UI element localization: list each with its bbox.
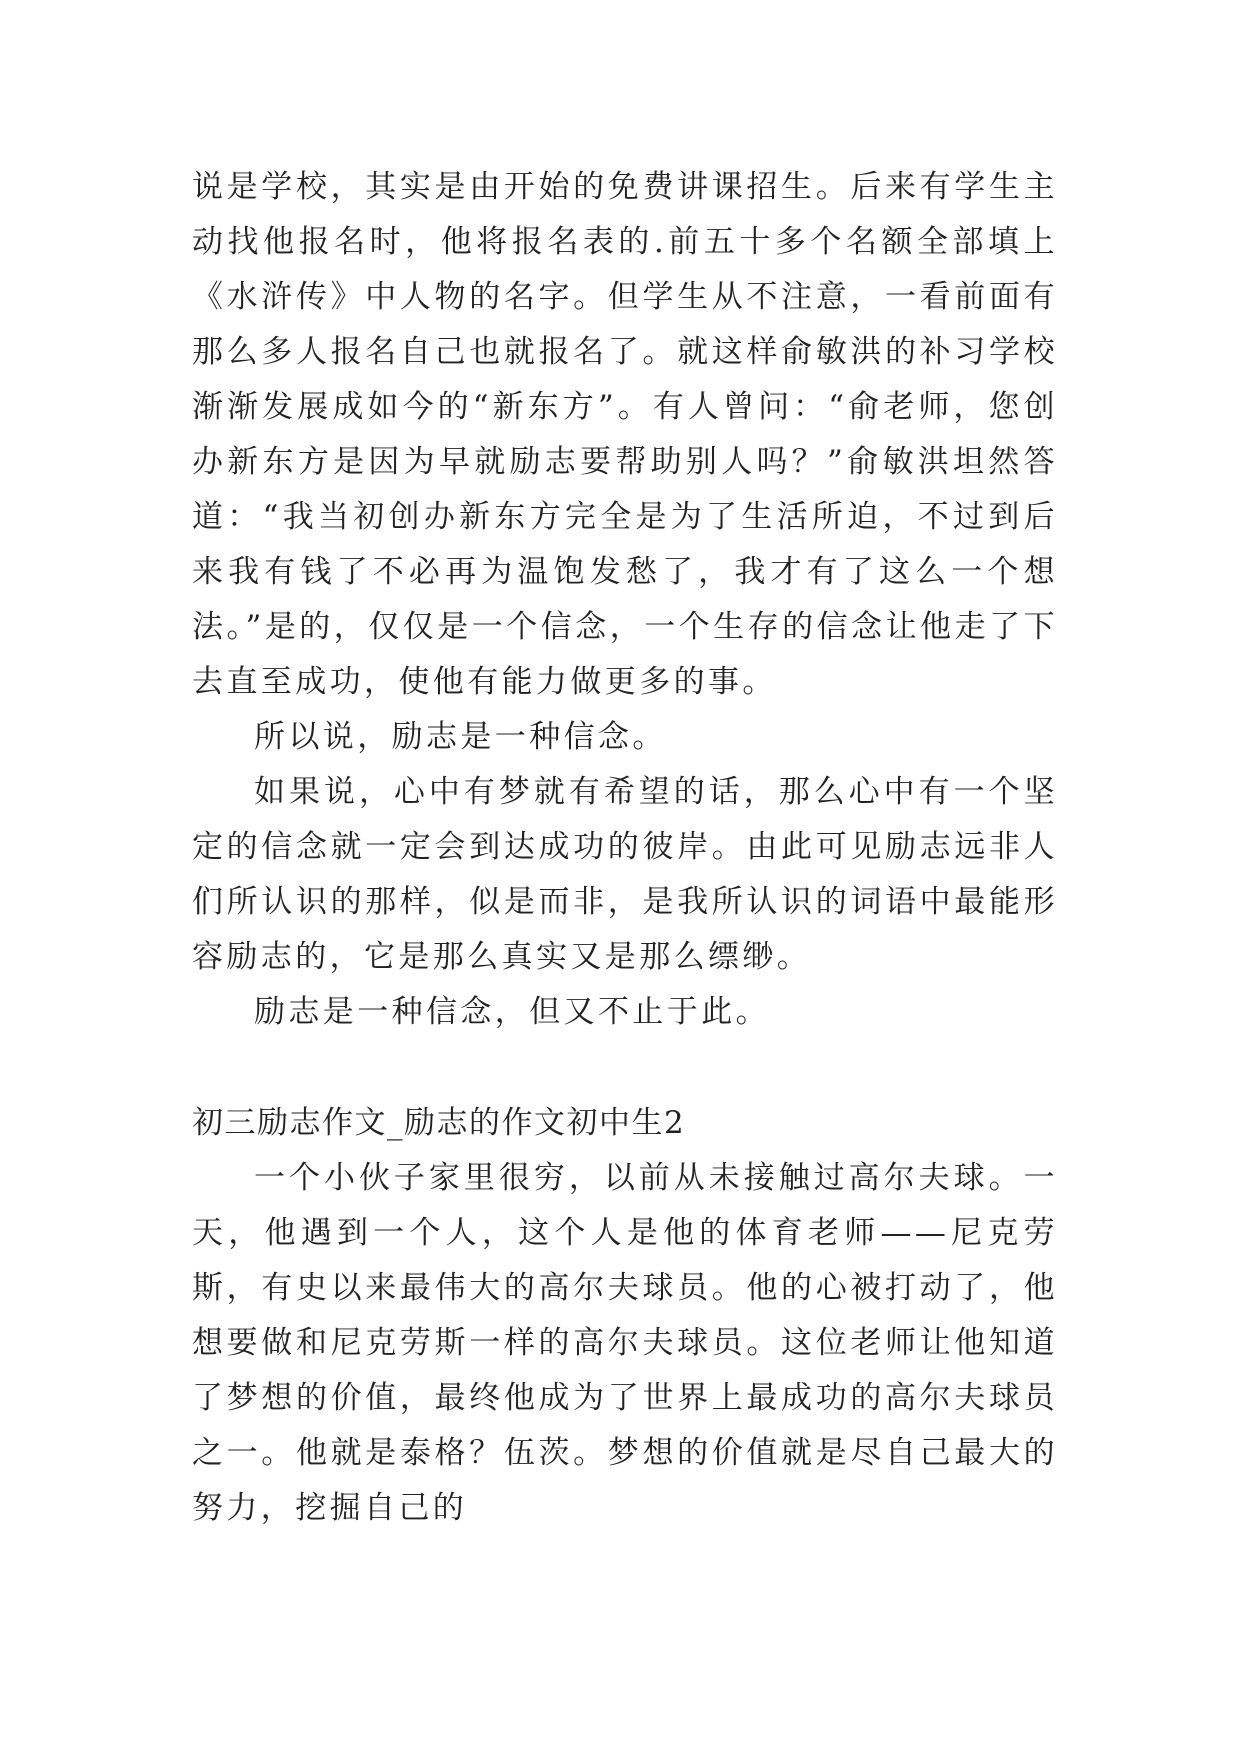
paragraph-1: 说是学校，其实是由开始的免费讲课招生。后来有学生主动找他报名时，他将报名表的.前五十多个名额全部填上《水浒传》中人物的名字。但学生从不注意，一看前面有那么多人报名自己也就报名了。就这样俞敏洪的补习学校渐渐发展成如今的“新东方”。有人曾问：“俞老师，您创办新东方是因为早就励志要帮助别人吗？”俞敏洪坦然答道：“我当初创办新东方完全是为了生活所迫，不过到后来我有钱了不必再为温饱发愁了，我才有了这么一个想法。”是的，仅仅是一个信念，一个生存的信念让他走了下去直至成功，使他有能力做更多的事。 xyxy=(192,169,1058,700)
document-body xyxy=(192,160,1058,1536)
paragraph-5: 一个小伙子家里很穷，以前从未接触过高尔夫球。一天，他遇到一个人，这个人是他的体育老师——尼克劳斯，有史以来最伟大的高尔夫球员。他的心被打动了，他想要做和尼克劳斯一样的高尔夫球员。这位老师让他知道了梦想的价值，最终他成为了世界上最成功的高尔夫球员之一。他就是泰格？伍茨。梦想的价值就是尽自己最大的努力，挖掘自己的 xyxy=(192,1160,1058,1526)
section-heading: 初三励志作文_励志的作文初中生2 xyxy=(192,1105,686,1141)
paragraph-3: 如果说，心中有梦就有希望的话，那么心中有一个坚定的信念就一定会到达成功的彼岸。由此可见励志远非人们所认识的那样，似是而非，是我所认识的词语中最能形容励志的，它是那么真实又是那么缥缈。 xyxy=(192,774,1058,975)
paragraph-4: 励志是一种信念，但又不止于此。 xyxy=(254,994,770,1030)
paragraph-2: 所以说，励志是一种信念。 xyxy=(254,719,667,755)
